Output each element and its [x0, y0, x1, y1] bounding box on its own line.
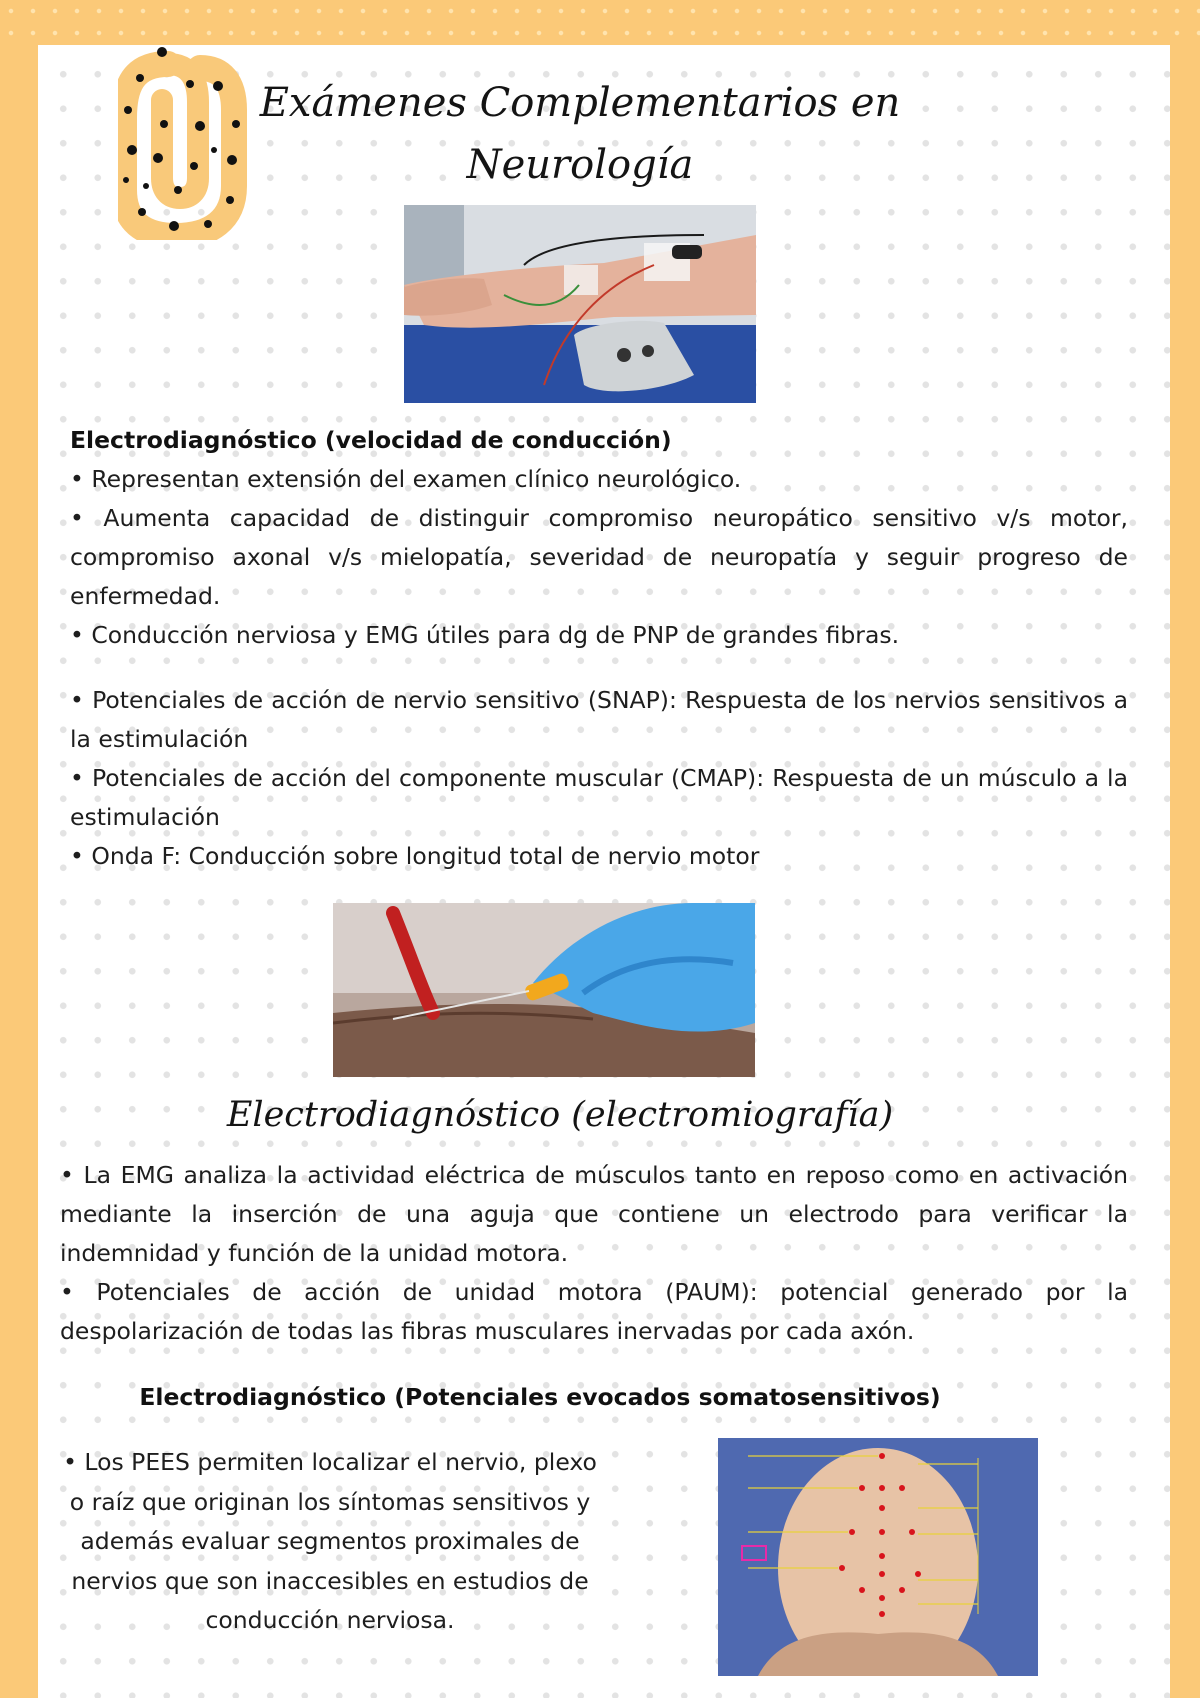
- photo-nerve-conduction: [404, 205, 756, 403]
- title-line-1: Exámenes Complementarios en: [259, 80, 901, 126]
- page-title: [220, 72, 940, 196]
- bullet: • Representan extensión del examen clínico neurológico.: [70, 465, 742, 493]
- section-heading: Electrodiagnóstico (velocidad de conducción): [70, 426, 672, 454]
- bullet: • Potenciales de acción de unidad motora (PAUM): potencial generado por la despolarización de todas las fibras musculares inervadas por cada axón.: [60, 1278, 1128, 1345]
- pees-text: • Los PEES permiten localizar el nervio, plexo o raíz que originan los síntomas sensitivos y además evaluar segmentos proximales de nervios que son inaccesibles en estudios de conducción nerviosa.: [63, 1448, 597, 1634]
- section-emg: [60, 1156, 1128, 1351]
- bullet: • La EMG analiza la actividad eléctrica de músculos tanto en reposo como en activación mediante la inserción de una aguja que contiene un electrodo para verificar la indemnidad y función de la unidad motora.: [60, 1161, 1128, 1267]
- photo-emg-needle: [333, 903, 755, 1077]
- section-heading-pees: Electrodiagnóstico (Potenciales evocados somatosensitivos): [139, 1383, 941, 1411]
- bullet: • Potenciales de acción del componente muscular (CMAP): Respuesta de un músculo a la estimulación: [70, 764, 1128, 831]
- title-line-2: Neurología: [466, 142, 694, 188]
- section-heading-emg: Electrodiagnóstico (electromiografía): [226, 1095, 894, 1135]
- bullet: • Onda F: Conducción sobre longitud total de nervio motor: [70, 842, 760, 870]
- bullet: • Potenciales de acción de nervio sensitivo (SNAP): Respuesta de los nervios sensitivos a la estimulación: [70, 686, 1128, 753]
- photo-scalp-electrodes: [718, 1438, 1038, 1676]
- bullet: • Conducción nerviosa y EMG útiles para dg de PNP de grandes fibras.: [70, 621, 900, 649]
- bullet: • Aumenta capacidad de distinguir compromiso neuropático sensitivo v/s motor, compromiso axonal v/s mielopatía, severidad de neuropatía y seguir progreso de enfermedad.: [70, 504, 1128, 610]
- section-nerve-conduction: [70, 421, 1128, 876]
